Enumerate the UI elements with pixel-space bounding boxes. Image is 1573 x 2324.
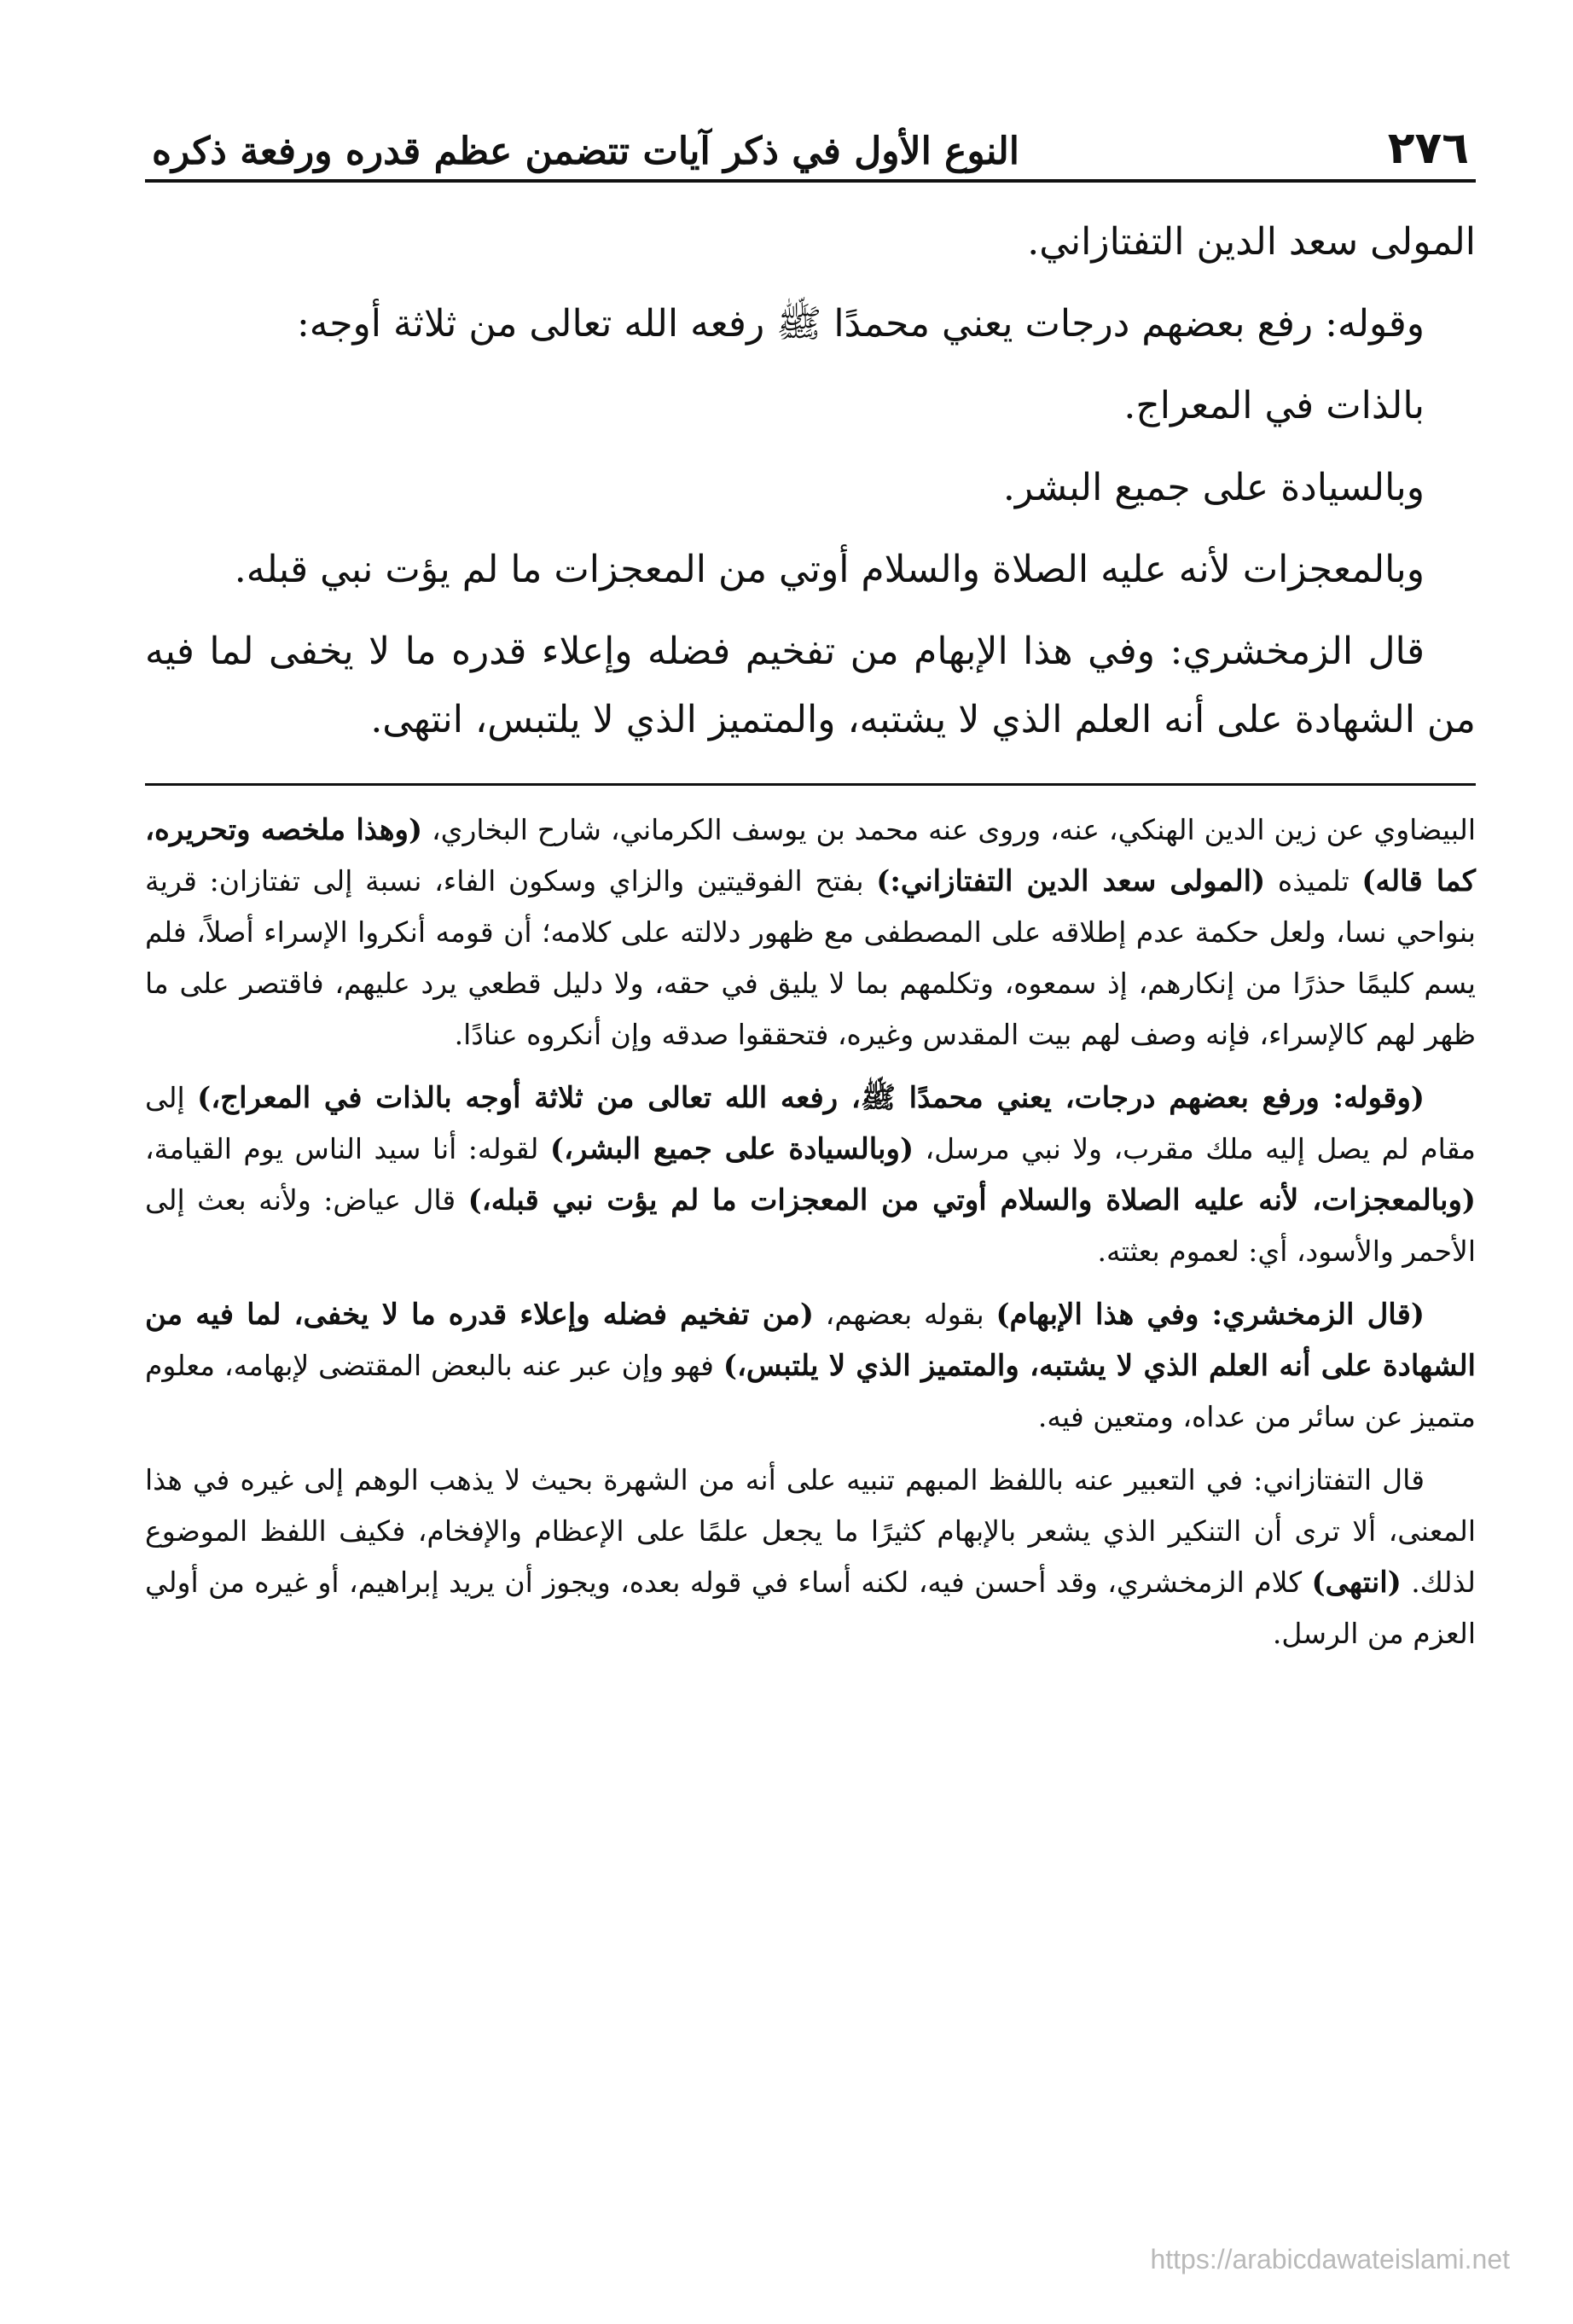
quoted-text: (وهذا ملخصه وتحريره، كما قاله): [145, 813, 1476, 898]
footnote-paragraph: [145, 1072, 1476, 1277]
book-page: [145, 102, 1476, 2269]
footnote-paragraph: [145, 1289, 1476, 1443]
main-paragraph: المولى سعد الدين التفتازاني.: [1027, 220, 1476, 264]
footnote-text: تلميذه: [1265, 864, 1362, 898]
footnote-text: إلى مقام لم يصل إليه ملك مقرب، ولا نبي مرسل،: [145, 1081, 1476, 1165]
quoted-text: (وقوله: ورفع بعضهم درجات، يعني محمدًا ﷺ، رفعه الله تعالى من ثلاثة أوجه بالذات في المعراج،): [197, 1081, 1425, 1115]
footnote-separator: [145, 783, 1476, 786]
footnote-text: قال عياض: ولأنه بعث إلى الأحمر والأسود، أي: لعموم بعثته.: [145, 1183, 1476, 1268]
footnote-text: لقوله: أنا سيد الناس يوم القيامة،: [145, 1132, 550, 1165]
main-text: [145, 208, 1476, 754]
footnote-paragraph: [145, 1455, 1476, 1659]
footnote-text: كلام الزمخشري، وقد أحسن فيه، لكنه أساء في قوله بعده، ويجوز أن يريد إبراهيم، أو غيره من أولي العزم من الرسل.: [145, 1566, 1476, 1650]
main-paragraph: وقوله: رفع بعضهم درجات يعني محمدًا ﷺ رفعه الله تعالى من ثلاثة أوجه:: [296, 302, 1425, 346]
main-paragraph: وبالمعجزات لأنه عليه الصلاة والسلام أوتي من المعجزات ما لم يؤت نبي قبله.: [234, 548, 1425, 591]
quoted-text: (انتهى): [1311, 1566, 1402, 1600]
watermark-url: https://arabicdawateislami.net: [1150, 2244, 1510, 2275]
quoted-text: (وبالمعجزات، لأنه عليه الصلاة والسلام أوتي من المعجزات ما لم يؤت نبي قبله،): [467, 1183, 1477, 1217]
footnote-text: فهو وإن عبر عنه بالبعض المقتضى لإبهامه، معلوم متميز عن سائر من عداه، ومتعين فيه.: [145, 1349, 1476, 1433]
quoted-text: (وبالسيادة على جميع البشر،): [549, 1132, 914, 1166]
quoted-text: (من تفخيم فضله وإعلاء قدره ما لا يخفى، لما فيه من الشهادة على أنه العلم الذي لا يشتبه، والمتميز الذي لا يلتبس،): [145, 1298, 1476, 1383]
quoted-text: (قال الزمخشري: وفي هذا الإبهام): [995, 1298, 1425, 1332]
running-header: [145, 102, 1476, 183]
footnote-text: قال التفتازاني: في التعبير عنه باللفظ المبهم تنبيه على أنه من الشهرة بحيث لا يذهب الوهم إلى غيره في هذا المعنى، ألا ترى أن التنكير الذي يشعر بالإبهام كثيرًا ما يجعل علمًا على الإعظام والإفخام، فكيف اللفظ الموضوع لذلك.: [145, 1463, 1476, 1599]
quoted-text: (المولى سعد الدين التفتازاني:): [876, 864, 1266, 898]
chapter-title: النوع الأول في ذكر آيات تتضمن عظم قدره ورفعة ذكره: [152, 130, 1020, 173]
main-paragraph: قال الزمخشري: وفي هذا الإبهام من تفخيم فضله وإعلاء قدره ما لا يخفى لما فيه من الشهادة على أنه العلم الذي لا يشتبه، والمتميز الذي لا يلتبس، انتهى.: [145, 630, 1476, 741]
page-number: ٢٧٦: [1387, 123, 1469, 174]
footnote-text: بفتح الفوقيتين والزاي وسكون الفاء، نسبة إلى تفتازان: قرية بنواحي نسا، ولعل حكمة عدم إطلاقه على المصطفى مع ظهور دلالته على كلامه؛ أن قومه أنكروا الإسراء أصلاً، فلم يسم كليمًا حذرًا من إنكارهم، إذ سمعوه، وتكلمهم بما لا يليق في حقه، ولا دليل قطعي يرد عليهم، فاقتصر على ما ظهر لهم كالإسراء، فإنه وصف لهم بيت المقدس وغيره، فتحققوا صدقه وإن أنكروه عنادًا.: [145, 864, 1476, 1051]
commentary-footnotes: [145, 805, 1476, 1659]
main-paragraph: بالذات في المعراج.: [1123, 384, 1425, 427]
footnote-paragraph: [145, 805, 1476, 1060]
footnote-text: البيضاوي عن زين الدين الهنكي، عنه، وروى عنه محمد بن يوسف الكرماني، شارح البخاري،: [422, 813, 1476, 846]
main-paragraph: وبالسيادة على جميع البشر.: [1002, 466, 1425, 509]
footnote-text: بقوله بعضهم،: [813, 1298, 996, 1331]
